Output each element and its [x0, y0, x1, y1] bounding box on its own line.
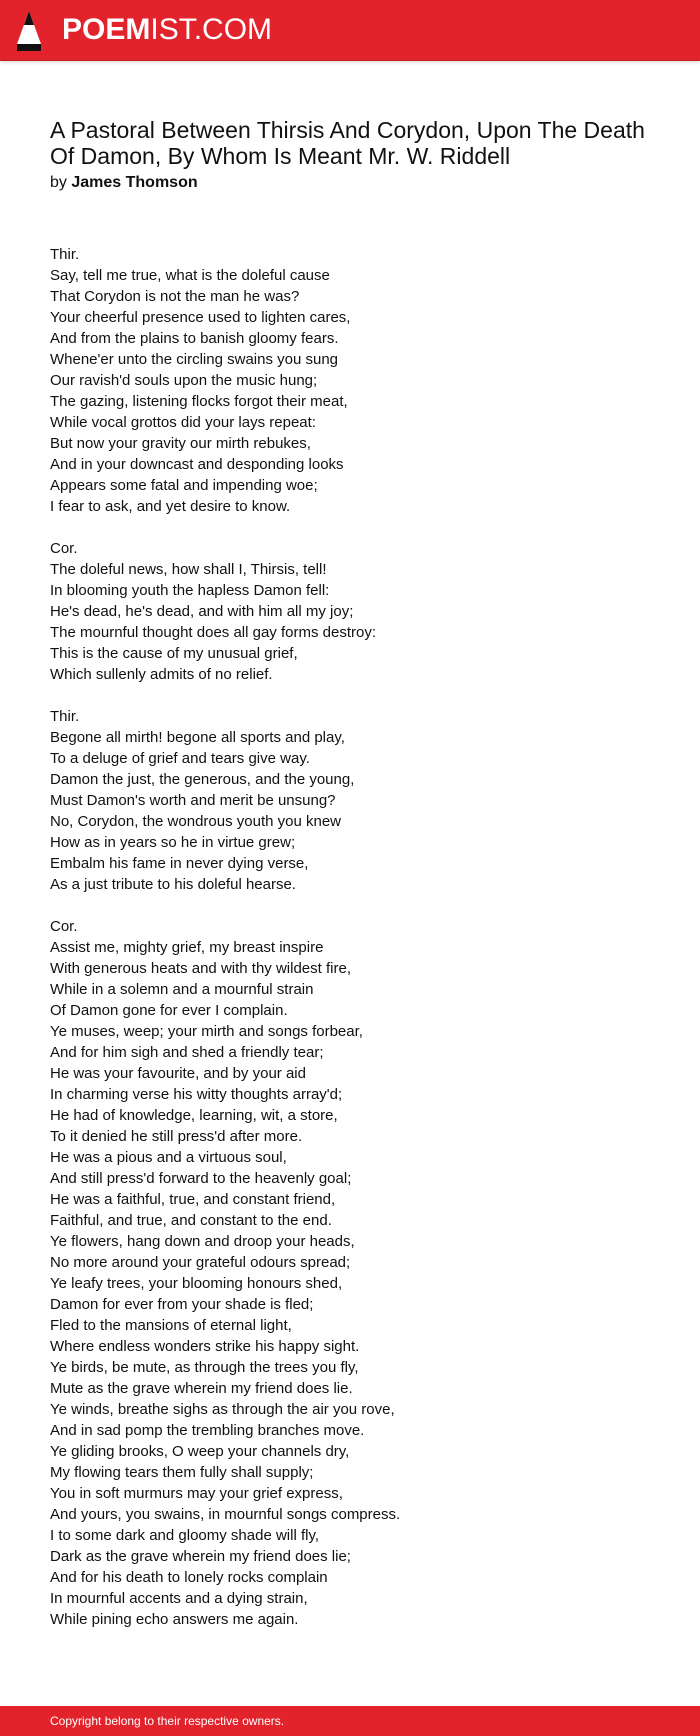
- poem-line: Which sullenly admits of no relief.: [50, 666, 273, 683]
- poem-line: Ye leafy trees, your blooming honours shed,: [50, 1275, 343, 1292]
- poem-line: As a just tribute to his doleful hearse.: [50, 876, 296, 893]
- poem-line: With generous heats and with thy wildest fire,: [50, 960, 351, 977]
- poem-line: In charming verse his witty thoughts array'd;: [50, 1086, 343, 1103]
- speaker-label: Cor.: [50, 918, 78, 935]
- poem-line: Ye muses, weep; your mirth and songs forbear,: [50, 1023, 363, 1040]
- poem-line: Our ravish'd souls upon the music hung;: [50, 372, 318, 389]
- poem-line: Damon the just, the generous, and the young,: [50, 771, 355, 788]
- poem-body: [50, 244, 670, 1651]
- speaker-label: Thir.: [50, 708, 80, 725]
- logo-text-light: IST.COM: [150, 13, 273, 46]
- poem-line: Faithful, and true, and constant to the end.: [50, 1212, 332, 1229]
- poem-line: Ye gliding brooks, O weep your channels dry,: [50, 1443, 350, 1460]
- poem-line: No, Corydon, the wondrous youth you knew: [50, 813, 341, 830]
- copyright-text: Copyright belong to their respective owners.: [50, 1714, 285, 1728]
- poem-line: And from the plains to banish gloomy fears.: [50, 330, 339, 347]
- poem-line: No more around your grateful odours spread;: [50, 1254, 351, 1271]
- poem-line: He was a pious and a virtuous soul,: [50, 1149, 287, 1166]
- poem-line: The doleful news, how shall I, Thirsis, tell!: [50, 561, 327, 578]
- speaker-label: Thir.: [50, 246, 80, 263]
- poem-line: The mournful thought does all gay forms destroy:: [50, 624, 377, 641]
- poem-line: Ye winds, breathe sighs as through the air you rove,: [50, 1401, 395, 1418]
- poem-line: He had of knowledge, learning, wit, a store,: [50, 1107, 338, 1124]
- poem-line: The gazing, listening flocks forgot their meat,: [50, 393, 348, 410]
- poem-line: Fled to the mansions of eternal light,: [50, 1317, 292, 1334]
- poem-line: That Corydon is not the man he was?: [50, 288, 300, 305]
- poem-line: Where endless wonders strike his happy sight.: [50, 1338, 360, 1355]
- poem-line: Your cheerful presence used to lighten cares,: [50, 309, 351, 326]
- poem-line: I to some dark and gloomy shade will fly,: [50, 1527, 320, 1544]
- author-name[interactable]: James Thomson: [71, 174, 198, 191]
- poem-line: This is the cause of my unusual grief,: [50, 645, 298, 662]
- poem-line: And for him sigh and shed a friendly tear;: [50, 1044, 324, 1061]
- poem-line: While in a solemn and a mournful strain: [50, 981, 314, 998]
- poem-line: I fear to ask, and yet desire to know.: [50, 498, 291, 515]
- poem-line: To a deluge of grief and tears give way.: [50, 750, 310, 767]
- poem-line: He's dead, he's dead, and with him all my joy;: [50, 603, 354, 620]
- poem-line: Begone all mirth! begone all sports and play,: [50, 729, 345, 746]
- poem-line: Must Damon's worth and merit be unsung?: [50, 792, 336, 809]
- poem-line: Assist me, mighty grief, my breast inspire: [50, 939, 324, 956]
- site-footer: [0, 1706, 700, 1736]
- poem-line: Of Damon gone for ever I complain.: [50, 1002, 288, 1019]
- speaker-label: Cor.: [50, 540, 78, 557]
- poem-line: Appears some fatal and impending woe;: [50, 477, 318, 494]
- poem-line: You in soft murmurs may your grief express,: [50, 1485, 343, 1502]
- poem-stanza: [50, 916, 670, 1630]
- logo-text-bold: POEM: [62, 13, 151, 46]
- site-logo[interactable]: [62, 13, 272, 47]
- poem-line: And yours, you swains, in mournful songs compress.: [50, 1506, 401, 1523]
- poem-line: Ye birds, be mute, as through the trees you fly,: [50, 1359, 359, 1376]
- poem-line: Ye flowers, hang down and droop your heads,: [50, 1233, 355, 1250]
- poem-line: While vocal grottos did your lays repeat:: [50, 414, 316, 431]
- poem-line: Say, tell me true, what is the doleful cause: [50, 267, 330, 284]
- poem-stanza: [50, 244, 670, 517]
- poem-title: A Pastoral Between Thirsis And Corydon, Upon The Death Of Damon, By Whom Is Meant Mr. W. Riddell: [50, 117, 645, 169]
- poem-line: He was your favourite, and by your aid: [50, 1065, 306, 1082]
- poem-line: While pining echo answers me again.: [50, 1611, 299, 1628]
- poem-line: Mute as the grave wherein my friend does lie.: [50, 1380, 353, 1397]
- poem-line: My flowing tears them fully shall supply;: [50, 1464, 314, 1481]
- poem-line: How as in years so he in virtue grew;: [50, 834, 296, 851]
- poem-line: And for his death to lonely rocks complain: [50, 1569, 328, 1586]
- poem-line: And in your downcast and desponding looks: [50, 456, 344, 473]
- poem-line: To it denied he still press'd after more.: [50, 1128, 303, 1145]
- poem-stanza: [50, 706, 670, 895]
- poem-line: And still press'd forward to the heavenly goal;: [50, 1170, 352, 1187]
- poem-line: Damon for ever from your shade is fled;: [50, 1296, 314, 1313]
- poem-line: But now your gravity our mirth rebukes,: [50, 435, 311, 452]
- pencil-tip-icon: [16, 10, 42, 52]
- poem-line: In blooming youth the hapless Damon fell:: [50, 582, 330, 599]
- poem-line: Whene'er unto the circling swains you sung: [50, 351, 339, 368]
- poem-line: Embalm his fame in never dying verse,: [50, 855, 309, 872]
- poem-line: In mournful accents and a dying strain,: [50, 1590, 308, 1607]
- poem-line: He was a faithful, true, and constant friend,: [50, 1191, 336, 1208]
- poem-line: Dark as the grave wherein my friend does lie;: [50, 1548, 351, 1565]
- byline: [50, 172, 198, 194]
- poem-stanza: [50, 538, 670, 685]
- poem-line: And in sad pomp the trembling branches move.: [50, 1422, 365, 1439]
- site-header: [0, 0, 700, 61]
- by-label: by: [50, 174, 67, 191]
